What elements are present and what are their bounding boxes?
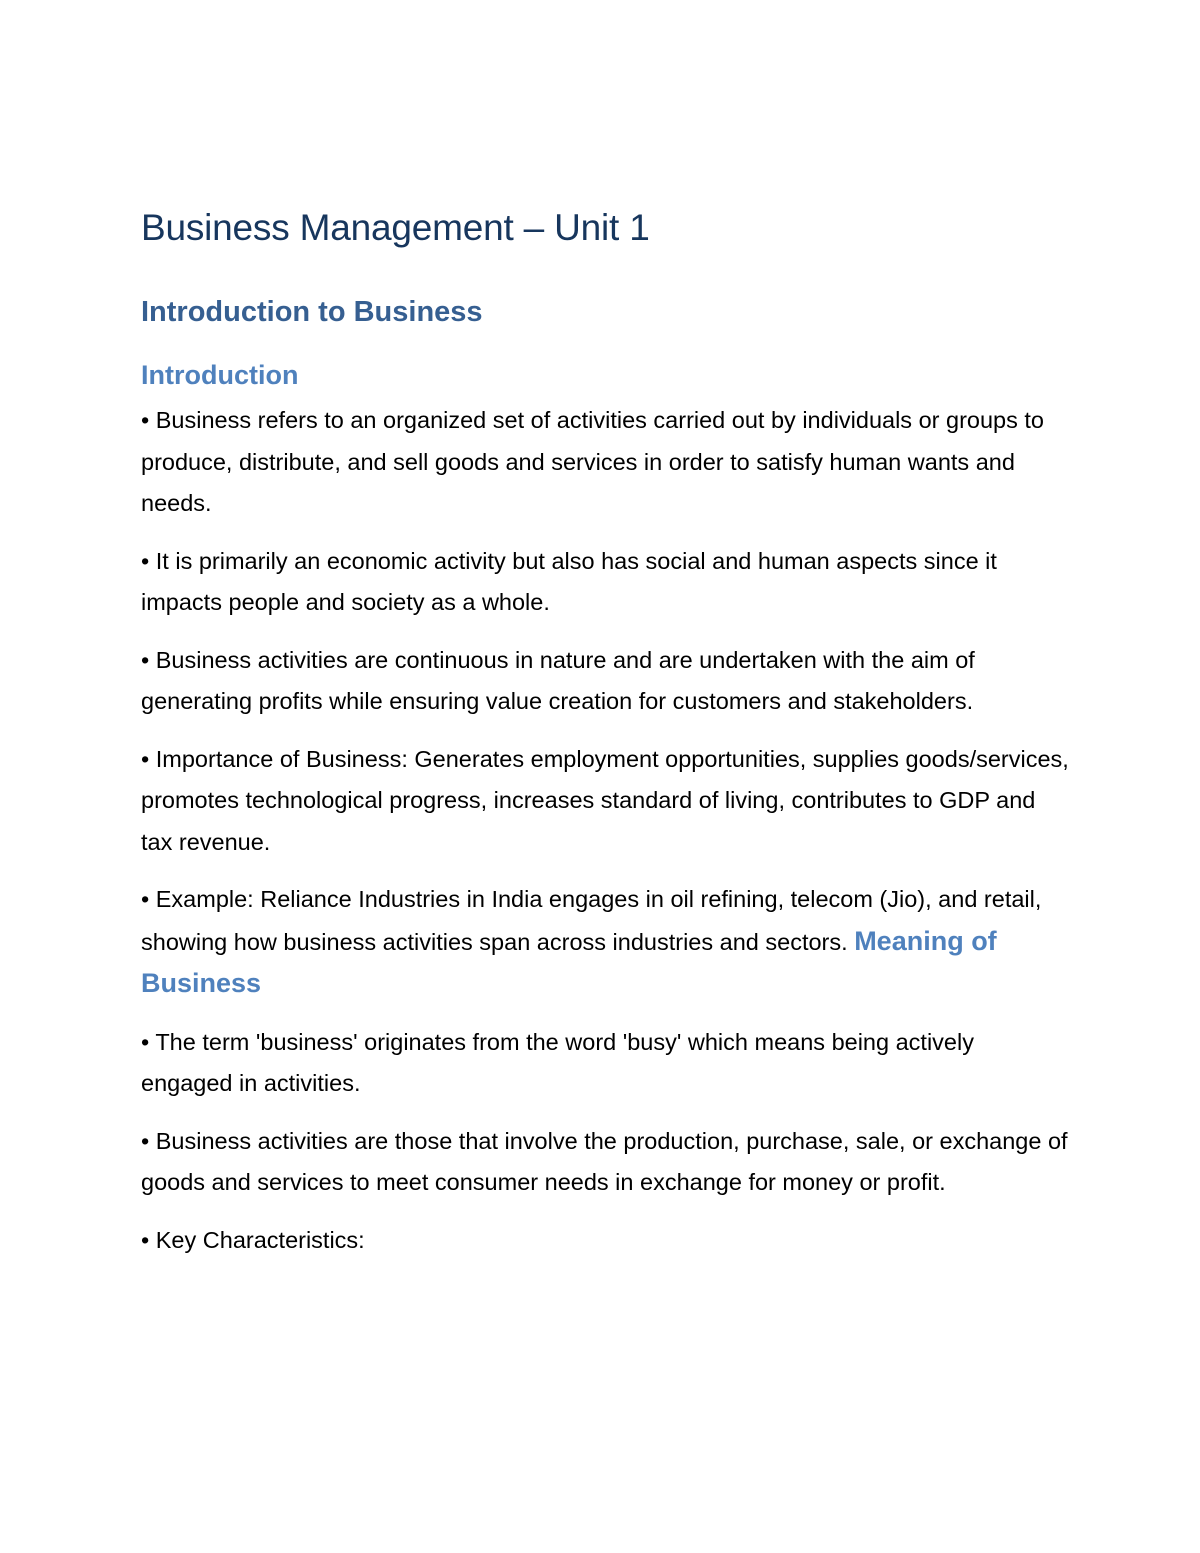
paragraph-economic-activity: • It is primarily an economic activity but also has social and human aspects since it impacts people and society as a whole. xyxy=(141,547,997,615)
subsection-heading-introduction: Introduction xyxy=(141,360,299,390)
paragraph-definition: • Business refers to an organized set of activities carried out by individuals or groups to produce, distribute, and sell goods and services in order to satisfy human wants and needs. xyxy=(141,407,1044,516)
paragraph-example-text: • Example: Reliance Industries in India engages in oil refining, telecom (Jio), and retail, showing how business activities span across industries and sectors. xyxy=(141,886,1042,955)
paragraph-continuous-activities: • Business activities are continuous in nature and are undertaken with the aim of generating profits while ensuring value creation for customers and stakeholders. xyxy=(141,646,975,714)
document-title: Business Management – Unit 1 xyxy=(141,207,650,248)
paragraph-business-activities: • Business activities are those that involve the production, purchase, sale, or exchange of goods and services to meet consumer needs in exchange for money or profit. xyxy=(141,1127,1068,1195)
document-page xyxy=(141,200,1071,1253)
section-heading-introduction-to-business: Introduction to Business xyxy=(141,296,483,328)
paragraph-key-characteristics: • Key Characteristics: xyxy=(141,1226,365,1253)
paragraph-example xyxy=(141,879,1071,1006)
subsection-heading-meaning-of-business: Meaning of Business xyxy=(141,925,997,998)
paragraph-importance: • Importance of Business: Generates employment opportunities, supplies goods/services, promotes technological progress, increases standard of living, contributes to GDP and tax revenue. xyxy=(141,745,1069,855)
paragraph-term-origin: • The term 'business' originates from the word 'busy' which means being actively engaged in activities. xyxy=(141,1028,974,1096)
document-body xyxy=(141,400,1071,1277)
